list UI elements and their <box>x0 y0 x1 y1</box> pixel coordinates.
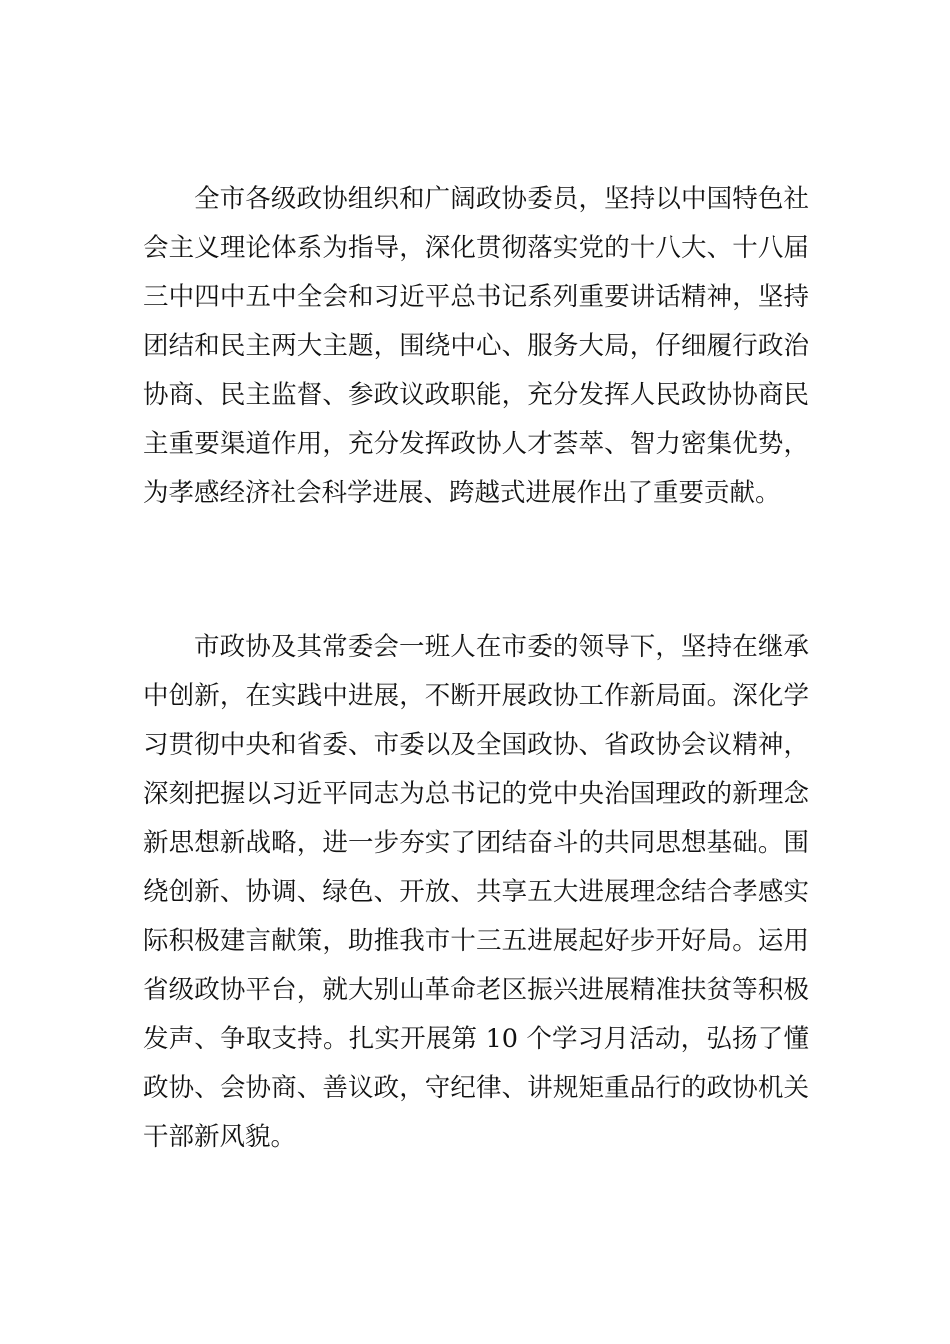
paragraph-line: 全市各级政协组织和广阔政协委员，坚持以中国特色社 <box>194 184 809 214</box>
paragraph-line: 市政协及其常委会一班人在市委的领导下，坚持在继承 <box>194 632 809 662</box>
paragraph-line: 新理念新思想新战略，进一步夯实了团结奋斗的共同思想 <box>143 779 809 858</box>
paragraph-line: 协协商民主重要渠道作用，充分发挥政协人才荟萃、智力 <box>143 380 809 459</box>
paragraph-2 <box>143 623 809 1162</box>
paragraph-line: 届三中四中五中全会和习近平总书记系列重要讲话精神， <box>143 233 809 312</box>
paragraph-line: 会主义理论体系为指导，深化贯彻落实党的十八大、十八 <box>143 233 784 263</box>
paragraph-line: 基础。围绕创新、协调、绿色、开放、共享五大进展理念 <box>143 828 809 907</box>
paragraph-line: 坚持团结和民主两大主题，围绕中心、服务大局，仔细履 <box>143 282 809 361</box>
paragraph-line: 学习贯彻中央和省委、市委以及全国政协、省政协会议精 <box>143 681 809 760</box>
paragraph-line: 中创新，在实践中进展，不断开展政协工作新局面。深化 <box>143 681 784 711</box>
paragraph-line: 行政治协商、民主监督、参政议政职能，充分发挥人民政 <box>143 331 809 410</box>
paragraph-line: 重品行的政协机关干部新风貌。 <box>143 1073 809 1152</box>
paragraph-line: 活动，弘扬了懂政协、会协商、善议政，守纪律、讲规矩 <box>143 1024 809 1103</box>
paragraph-line: 神，深刻把握以习近平同志为总书记的党中央治国理政的 <box>143 730 809 809</box>
paragraph-line: 重要贡献。 <box>653 478 781 508</box>
paragraph-1 <box>143 175 809 518</box>
paragraph-line: 开好局。运用省级政协平台，就大别山革命老区振兴进展 <box>143 926 809 1005</box>
paragraph-line: 精准扶贫等积极发声、争取支持。扎实开展第 10 个学习月 <box>143 975 809 1054</box>
paragraph-line: 结合孝感实际积极建言献策，助推我市十三五进展起好步 <box>143 877 809 956</box>
paragraph-line: 密集优势，为孝感经济社会科学进展、跨越式进展作出了 <box>143 429 809 508</box>
